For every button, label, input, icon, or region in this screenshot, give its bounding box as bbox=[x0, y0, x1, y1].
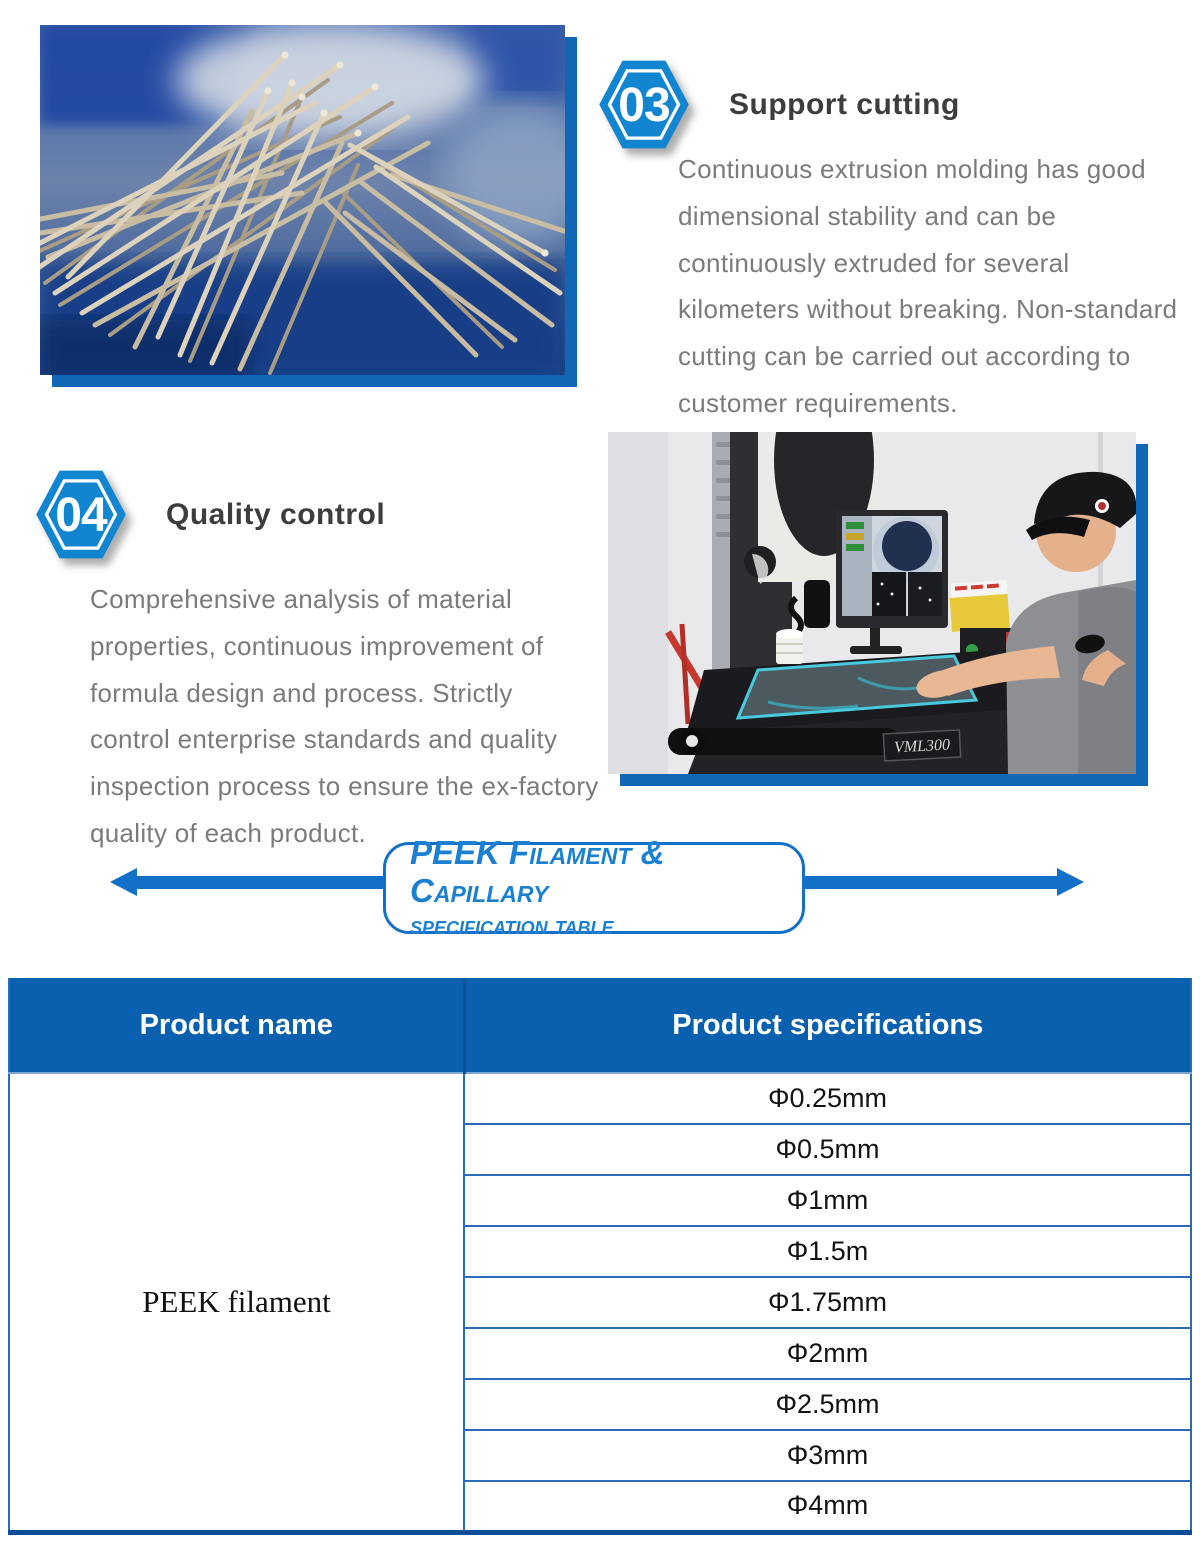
spec-cell: Φ2mm bbox=[464, 1328, 1191, 1379]
step-badge-03 bbox=[597, 56, 691, 153]
spec-cell: Φ1.75mm bbox=[464, 1277, 1191, 1328]
specification-banner bbox=[0, 834, 1200, 941]
machine-label: VML300 bbox=[893, 736, 951, 757]
section-title: Support cutting bbox=[729, 87, 960, 121]
section-03-header bbox=[597, 56, 960, 153]
step-number: 03 bbox=[618, 79, 670, 132]
spec-cell: Φ4mm bbox=[464, 1481, 1191, 1532]
banner-box bbox=[383, 834, 805, 941]
arrow-right-icon bbox=[1057, 868, 1084, 896]
inspection-photo-illustration bbox=[608, 432, 1136, 774]
table-header-row bbox=[9, 978, 1191, 1073]
section-body: Comprehensive analysis of material properties, continuous improvement of formula design and process. Strictly control enterprise standards and quality inspection process to ensure the ex-factory quality of each product. bbox=[90, 584, 599, 848]
filament-photo-illustration bbox=[40, 25, 565, 375]
product-name-cell: PEEK filament bbox=[9, 1073, 464, 1532]
spec-table bbox=[8, 978, 1192, 1535]
header-product-name: Product name bbox=[9, 978, 464, 1073]
spec-cell: Φ0.5mm bbox=[464, 1124, 1191, 1175]
step-number: 04 bbox=[55, 489, 107, 542]
quality-inspection-photo bbox=[608, 432, 1136, 774]
section-title: Quality control bbox=[166, 497, 386, 531]
table-row bbox=[9, 1073, 1191, 1124]
banner-title-line1: PEEK Filament & Capillary bbox=[410, 834, 665, 910]
spec-cell: Φ2.5mm bbox=[464, 1379, 1191, 1430]
banner-title-line2: specification table bbox=[410, 910, 614, 941]
spec-cell: Φ3mm bbox=[464, 1430, 1191, 1481]
section-04-header bbox=[34, 466, 385, 563]
spec-cell: Φ1mm bbox=[464, 1175, 1191, 1226]
header-product-specifications: Product specifications bbox=[464, 978, 1191, 1073]
spec-cell: Φ0.25mm bbox=[464, 1073, 1191, 1124]
spec-cell: Φ1.5m bbox=[464, 1226, 1191, 1277]
step-badge-04 bbox=[34, 466, 128, 563]
section-body: Continuous extrusion molding has good dimensional stability and can be continuously extruded for several kilometers without breaking. Non-standard cutting can be carried out according to customer requirements. bbox=[678, 154, 1178, 418]
peek-filament-bundle-photo bbox=[40, 25, 565, 375]
